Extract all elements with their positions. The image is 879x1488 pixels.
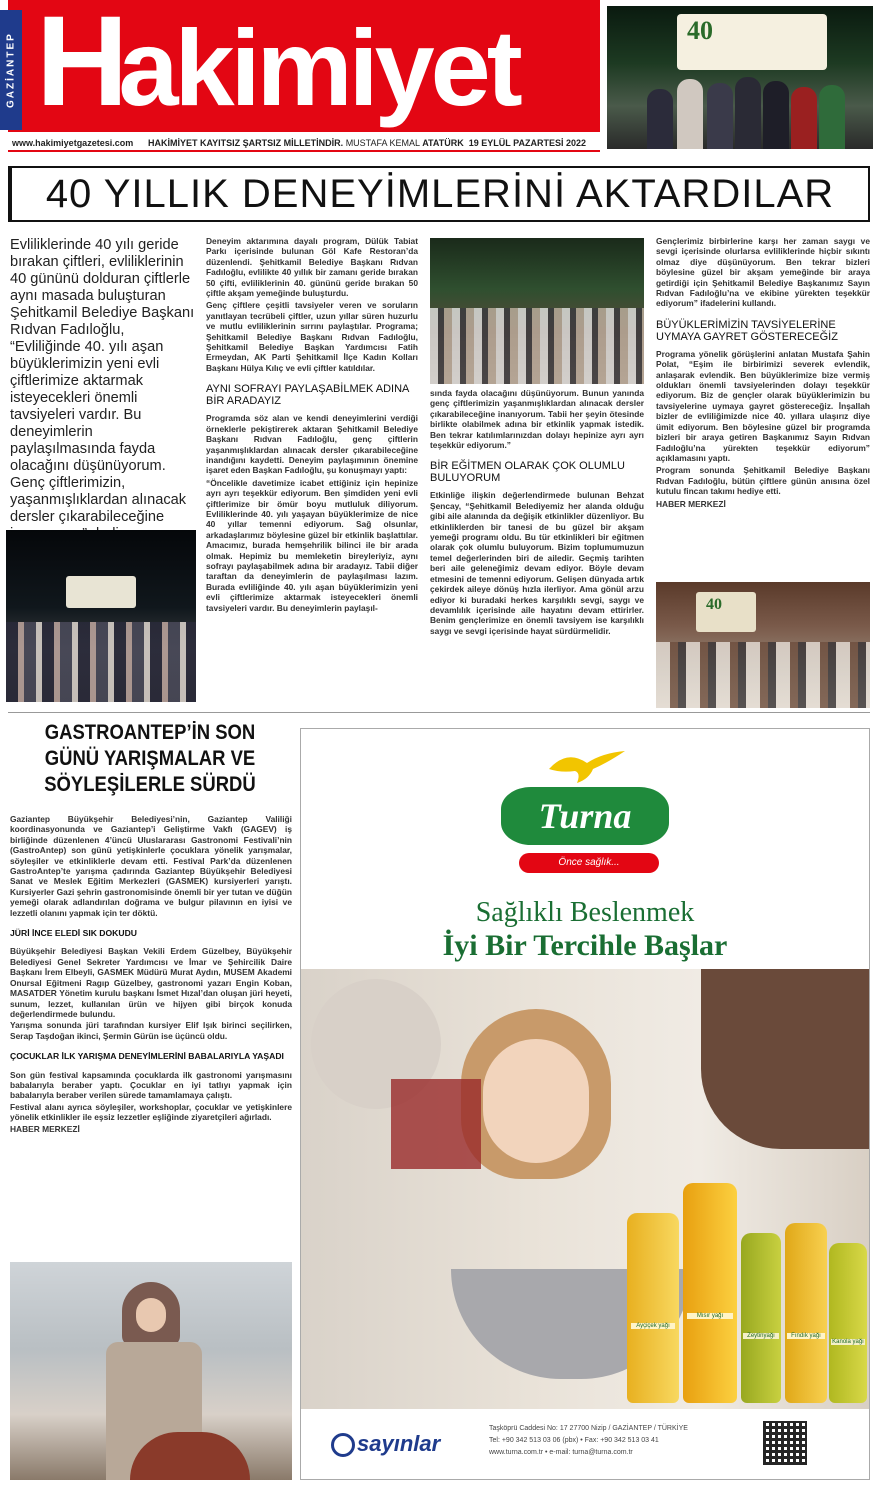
article-signature: HABER MERKEZİ xyxy=(656,498,726,509)
dinner-photo xyxy=(430,238,644,384)
masthead xyxy=(0,0,879,160)
sayinlar-logo: sayınlar xyxy=(357,1431,441,1456)
main-headline[interactable]: 40 YILLIK DENEYİMLERİNİ AKTARDILAR xyxy=(45,172,835,216)
ad-slogan-line-2: İyi Bir Tercihle Başlar xyxy=(442,929,728,962)
turna-advertisement[interactable] xyxy=(300,728,870,1480)
masthead-photo xyxy=(607,6,873,149)
issue-date: 19 EYLÜL PAZARTESİ 2022 xyxy=(468,138,586,148)
sayinlar-logo-icon xyxy=(331,1433,355,1457)
main-headline-box xyxy=(8,166,870,222)
newspaper-logo[interactable]: Hakimiyet xyxy=(36,0,519,132)
subhead-same-table: AYNI SOFRAYI PAYLAŞABİLMEK ADINA BİR ARADAYIZ xyxy=(206,383,409,408)
ad-contact-info: Taşköprü Caddesi No: 17 27700 Nizip / GAZİANTEP / TÜRKİYE Tel: +90 342 513 03 06 (pbx) • Fax: +90 342 513 03 41 www.turna.com.tr • e-mail: turna@turna.com.tr xyxy=(489,1423,688,1459)
subhead-children: ÇOCUKLAR İLK YARIŞMA DENEYİMLERİNİ BABALARIYLA YAŞADI xyxy=(10,1051,284,1062)
ad-slogan-line-1: Sağlıklı Beslenmek xyxy=(475,897,695,928)
article-lead: Evliliklerinde 40 yılı geride bırakan çiftleri, evliliklerinin 40 gününü dolduran çiftlerle aynı masada buluşturan Şehitkamil Belediye Başkanı Rıdvan Fadıloğlu, “Evliliğinde 40. yılı aşan büyüklerimizin yeni evli çiftlerimize aktarmak isteyecekleri önemli tavsiyeleri vardır. Bu deneyimlerin paylaşılmasında fayda olacağını düşünüyorum. Genç çiftlerimizin, yaşanmışlıklardan alınacak dersler çıkarabileceğine xyxy=(10,237,195,525)
city-label: GAZİANTEP xyxy=(0,10,22,130)
article-column-3: sında fayda olacağını düşünüyorum. Bunun yanında genç çiftlerimizin yaşanmışlıklardan alınacak dersler çıkarabileceğine inanıyorum. Tabii her şeyin ötesinde birlikte olabilmek adına bir etkinlik yapmak istedik. Ben tekrar katılımlarınızdan dolayı hepinize ayrı ayrı teşekkür ediyorum.” BİR EĞİTMEN OLARAK ÇOK OLUMLU BULUYORUM Etkinliğe ilişkin değerlendirmede bulunan Behzat Şencay, “Şehitkamil Belediyemiz her alanda olduğu gibi aile alanında da değişik etkinlikler düzenliyor. Bu etkinliklerden bir tanesi de bu güzel bir akşam yemeği programı oldu. Bu tür etkinlikleri bir eğitmen olarak çok olumlu buluyorum. Bizim toplumumuzun temel değerlerinden biri de ailedir. Geçmiş tarihten beri aile geleneğimiz devam ediyor. Böyle devam etmesini de temenni ediyorum. Gelişen dünyada artık çekirdek aileye dönüş hızla ilerliyor. Ama gönül arzu ediyor ki buradaki herkes karşılıklı sevgi, saygı ve devamlılık içerisinde aile hayatını devam ettirirler. Benim gençlerimize en önemli tavsiyem ise karşılıklı saygı ve sevgi içerisinde hayat sürdürmelidir. xyxy=(430,388,644,636)
banner-text: 40 xyxy=(706,596,722,613)
mayor-photo xyxy=(656,582,870,708)
masthead-logo-block xyxy=(8,0,600,132)
oil-bottle: Zeytinyağı xyxy=(741,1233,781,1403)
oil-bottle: Mısır yağı xyxy=(683,1183,737,1403)
motto: HAKİMİYET KAYITSIZ ŞARTSIZ MİLLETİNDİR. MUSTAFA KEMAL ATATÜRK xyxy=(148,138,464,148)
cooking-contest-photo xyxy=(10,1262,292,1480)
subhead-advice: BÜYÜKLERİMİZİN TAVSİYELERİNE UYMAYA GAYRET GÖSTERECEĞİZ xyxy=(656,318,838,343)
ad-web-link[interactable]: www.turna.com.tr • e-mail: turna@turna.com.tr xyxy=(489,1449,633,1456)
gastro-signature: HABER MERKEZİ xyxy=(10,1123,80,1134)
family-cooking-photo xyxy=(301,969,870,1409)
masthead-info-bar xyxy=(8,136,600,152)
ad-footer xyxy=(301,1419,870,1480)
oil-bottle: Kanola yağı xyxy=(829,1243,867,1403)
article-column-4: Gençlerimiz birbirlerine karşı her zaman saygı ve sevgi içerisinde olurlarsa evliliklerinde hiçbir sıkıntı olmaz diye düşünüyorum. Ben tekrar bizleri böylesine güzel bir akşam yemeğinde bir araya getirdiği için Şehitkamil Belediye Başkanımız Sayın Rıdvan Fadıloğlu’na ve ekibine yürekten teşekkür ediyorum” ifadelerini kullandı. BÜYÜKLERİMİZİN TAVSİYELERİNE UYMAYA GAYRET GÖSTERECEĞİZ Programa yönelik görüşlerini anlatan Mustafa Şahin Polat, “Eşim ile birbirimizi severek evlendik, anlaşarak evlendik. Ben büyüklerimize bize vermiş oldukları önemli tavsiyelerinden dolayı teşekkür ediyorum. Biz de gençler olarak büyüklerimizin bu tavsiyelerine uymaya gayret göstereceğiz. İnşallah bizler de evliliğimizde nice 40. yıllara ulaşırız diye ümit ediyorum. Ben böylesine güzel bir programda bizleri bir araya getiren Başkanımız Sayın Rıdvan Fadıloğlu’na yürekten teşekkür ediyorum” açıklamasını yaptı. Program sonunda Şehitkamil Belediye Başkanı Rıdvan Fadıloğlu, bütün çiftlere günün anısına özel kutulu fincan takımı hediye etti. HABER MERKEZİ xyxy=(656,236,870,509)
oil-bottle: Fındık yağı xyxy=(785,1223,827,1403)
event-banner-text: 40 xyxy=(687,16,713,45)
article-column-2: Deneyim aktarımına dayalı program, Dülük Tabiat Parkı içerisinde bulunan Göl Kafe Restoran’da düzenlendi. Şehitkamil Belediye Başkanı Rıdvan Fadıloğlu, evlilikte 40 yıllık bir zamanı geride bırakan 50 çifti, evliliklerinin 40. gününü geride bırakan 50 çiftle akşam yemeğinde buluşturdu. Genç çiftlere çeşitli tavsiyeler veren ve soruların yanıtlayan tecrübeli çiftler, uzun yıllar süren huzurlu ve mutlu evliliklerinin sırrını paylaştılar. Programa; Şehitkamil Belediye Başkanı Rıdvan Fadıloğlu, Şehitkamil Belediye Başkan Yardımcısı Fatih Ermeydan, AK Parti Şehitkamil İlçe Kadın Kolları Başkanı Hülya Kılıç ve evli çiftler katıldılar. AYNI SOFRAYI PAYLAŞABİLMEK ADINA BİR ARADAYIZ Programda söz alan ve kendi deneyimlerini verdiği örneklerle pekiştirerek aktaran Şehitkamil Belediye Başkanı Rıdvan Fadıloğlu, genç çiftlerin yaşanmışlıklardan alınacak dersler çıkarabileceğine inandığını kaydetti. Deneyim paylaşımının önemine işaret eden Başkan Fadıloğlu, şu konuşmayı yaptı: “Öncelikle davetimize icabet ettiğiniz için hepinize ayrı ayrı teşekkür ediyorum. Ben şimdiden yeni evli çiftlerimize bir ömür boyu mutluluk diliyorum. Evliliklerinde 40. yılı yaşayan büyüklerimize de nice 40 yıllar temenni ediyorum. Sağ olsunlar, arkadaşlarımız böylesine güzel bir etkinlik başlattılar. Amacımız, burada hemşehrilik bilinci ile bir arada olmak. Hepimiz bu memleketin bireyleriyiz, aynı sofrayı paylaşabilmek adına bir aradayız. Tabii diğer taraftan da deneyimlerin de paylaşılması lazım. Burada evliliğinde 40. yılı aşan büyüklerimizin yeni evli çiftlerimize aktarmak isteyecekleri önemli tavsiyeleri vardır. Bu deneyimlerin paylaşıl- xyxy=(206,236,418,613)
subhead-jury: JÜRİ İNCE ELEDİ SIK DOKUDU xyxy=(10,928,138,939)
qr-code-icon[interactable] xyxy=(763,1421,807,1465)
crane-bird-icon xyxy=(547,749,627,785)
gastro-headline[interactable]: GASTROANTEP’İN SON GÜNÜ YARIŞMALAR VE SÖYLEŞİLERLE SÜRDÜ xyxy=(44,721,256,796)
oil-bottle: Ayçiçek yağı xyxy=(627,1213,679,1403)
gastro-article-body: Gaziantep Büyükşehir Belediyesi’nin, Gaziantep Valiliği koordinasyonunda ve Gaziantep’i Geliştirme Vakfı (GAGEV) iş birliğinde düzenlenen 4’üncü Uluslararası Gastronomi Festivali’nin (GastroAntep) son günü yetişkinlerle çocuklara yönelik yarışmalar, söyleşiler ve etkinliklerle devam etti. Festival Park’da düzenlenen GastroAntep’te yarışma çadırında Gaziantep Büyükşehir Belediyesi Sanat ve Meslek Eğitim Merkezleri (GASMEK) kursiyerleri yarıştı. Kursiyerler Gazi şehrin gastronomisinde önemli bir yer tutan ve düğün yemeği olarak adlandırılan doğrama ve bulgur pilavının en iyisi ve lezzetli olanını yapmak için ter döktü. JÜRİ İNCE ELEDİ SIK DOKUDU Büyükşehir Belediyesi Başkan Vekili Erdem Güzelbey, Büyükşehir Belediyesi Genel Sekreter Yardımcısı ve İmar ve Şehircilik Daire Başkanı İrem Elbeyli, GASMEK Müdürü Murat Aydın, MUSEM Akademi Onursal Eğitmeni Ragıp Güzelbey, gastronomi yazarı Engin Koban, MASATDER Yönetim kurulu başkanı İsmet Hızal’dan oluşan jüri heyeti, sunum, lezzet, kullanılan ürün ve hijyen gibi birçok konuda değerlendirmede bulundu. Yarışma sonunda jüri tarafından kursiyer Elif Işık birinci seçilirken, Serap Taşdoğan ikinci, Şermin Gürün ise üçüncü oldu. ÇOCUKLAR İLK YARIŞMA DENEYİMLERİNİ BABALARIYLA YAŞADI Son gün festival kapsamında çocuklarda ilk gastronomi yarışmasını babalarıyla beraber yaptı. Çocuklar en iyi tatlıyı yapmak için babalarıyla beraber verilen sürede tamamlamaya çalıştı. Festival alanı ayrıca söyleşiler, workshoplar, çocuklar ve yetişkinlere yönelik etkinlikler ile eşsiz lezzetler eşliğinde ziyaretçileri ağırladı. HABER MERKEZİ xyxy=(10,814,292,1134)
website-link[interactable]: www.hakimiyetgazetesi.com xyxy=(12,138,134,148)
turna-tagline: Önce sağlık... xyxy=(519,853,659,873)
turna-logo: Turna xyxy=(501,787,669,845)
subhead-educator: BİR EĞİTMEN OLARAK ÇOK OLUMLU BULUYORUM xyxy=(430,460,625,485)
group-photo xyxy=(6,530,196,702)
section-divider xyxy=(8,712,870,713)
